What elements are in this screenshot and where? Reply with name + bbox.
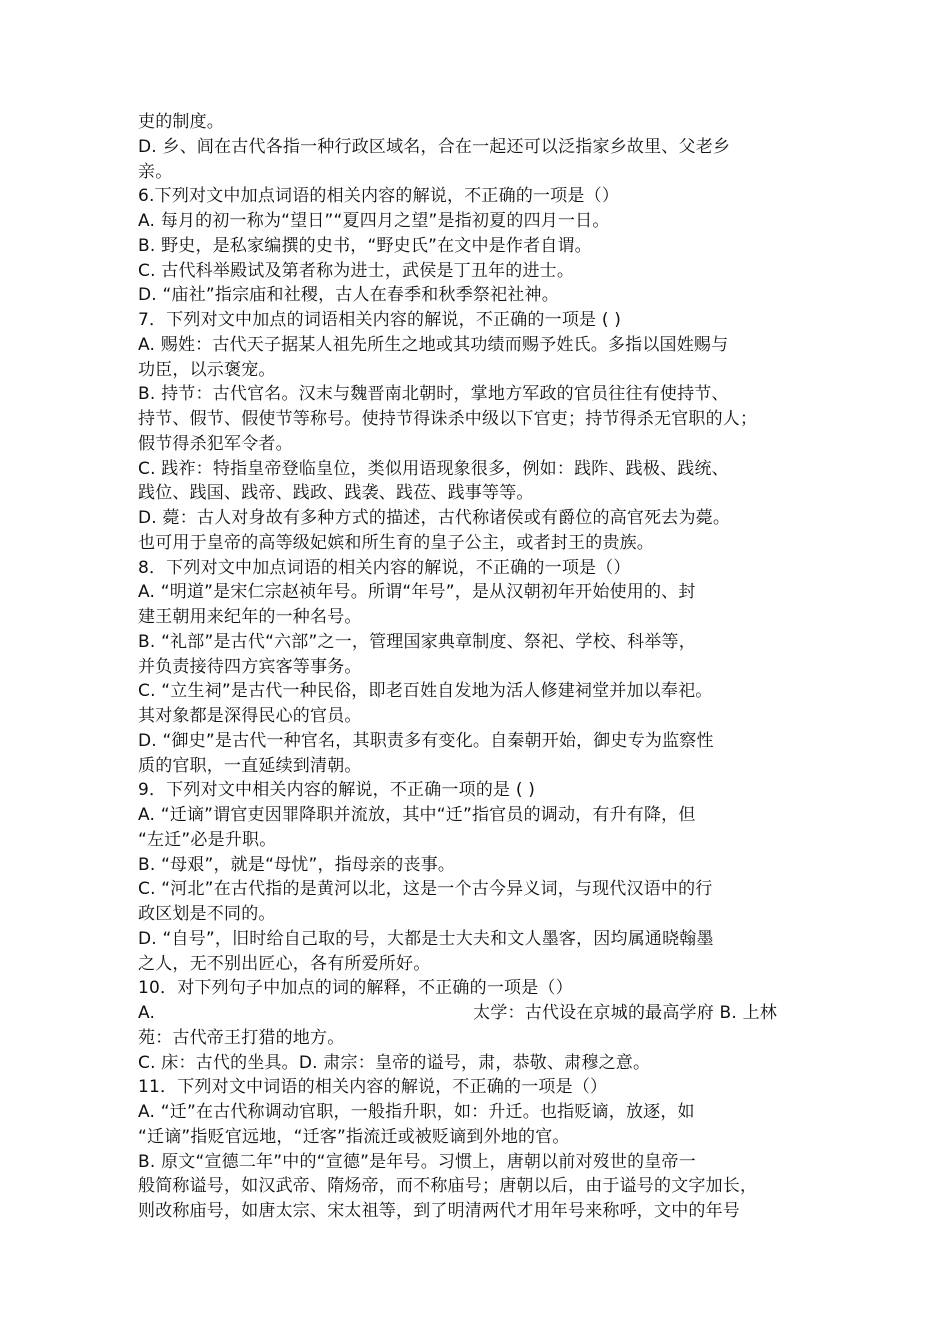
text-line: 持节、假节、假使节等称号。使持节得诛杀中级以下官吏；持节得杀无官职的人； <box>138 409 758 429</box>
option-d: D. “庙社”指宗庙和社稷，古人在春季和秋季祭祀社神。 <box>138 285 559 306</box>
option-c-d: C. 床：古代的坐具。D. 肃宗：皇帝的谥号，肃，恭敬、肃穆之意。 <box>138 1052 651 1073</box>
option-d: D. “御史”是古代一种官名，其职责多有变化。自秦朝开始，御史专为监察性 <box>138 730 714 751</box>
option-b: B. “礼部”是古代“六部”之一，管理国家典章制度、祭祀、学校、科举等， <box>138 631 696 652</box>
text-line: 亲。 <box>138 161 173 182</box>
option-d: D. “自号”，旧时给自己取的号，大都是士大夫和文人墨客，因均属通晓翰墨 <box>138 928 714 949</box>
question-6: 6.下列对文中加点词语的相关内容的解说，不正确的一项是（） <box>138 186 620 207</box>
text-line: 功臣，以示褒宠。 <box>138 359 276 380</box>
option-c: C. “立生祠”是古代一种民俗，即老百姓自发地为活人修建祠堂并加以奉祀。 <box>138 681 713 702</box>
option-b: B. 原文“宣德二年”中的“宣德”是年号。习惯上，唐朝以前对歿世的皇帝一 <box>138 1151 696 1172</box>
option-d: D. 薨：古人对身故有多种方式的描述，古代称诸侯或有爵位的高官死去为薨。 <box>138 508 731 528</box>
question-10: 10．对下列句子中加点的词的解释，不正确的一项是（） <box>138 978 573 999</box>
option-a: A. 每月的初一称为“望日”“夏四月之望”是指初夏的四月一日。 <box>138 211 610 231</box>
text-line: 假节得杀犯军令者。 <box>138 433 293 454</box>
document-page <box>138 110 814 1224</box>
option-b: B. 野史，是私家编撰的史书，“野史氏”在文中是作者自谓。 <box>138 235 592 256</box>
option-a: A. 赐姓：古代天子据某人祖先所生之地或其功绩而赐予姓氏。多指以国姓赐与 <box>138 334 729 355</box>
option-a: A. “迁谪”谓官吏因罪降职并流放，其中“迁”指官员的调动，有升有降，但 <box>138 805 696 825</box>
option-b: B. “母艰”，就是“母忧”，指母亲的丧事。 <box>138 854 456 875</box>
text-line: 也可用于皇帝的高等级妃嫔和所生育的皇子公主，或者封王的贵族。 <box>138 532 654 553</box>
text-line: 苑：古代帝王打猎的地方。 <box>138 1027 345 1048</box>
option-c: C. “河北”在古代指的是黄河以北，这是一个古今异义词，与现代汉语中的行 <box>138 879 713 900</box>
text-line: 政区划是不同的。 <box>138 904 276 924</box>
text-line: 般简称谥号，如汉武帝、隋炀帝，而不称庙号；唐朝以后，由于谥号的文字加长， <box>138 1176 758 1197</box>
text-line: “左迁”必是升职。 <box>138 829 277 850</box>
question-10-options-line <box>138 1001 814 1026</box>
text-line: “迁谪”指贬官远地，“迁客”指流迁或被贬谪到外地的官。 <box>138 1126 570 1147</box>
text-line: 吏的制度。 <box>138 112 224 132</box>
text-line: 其对象都是深得民心的官员。 <box>138 706 362 726</box>
question-11: 11．下列对文中词语的相关内容的解说，不正确的一项是（） <box>138 1077 608 1098</box>
option-c: C. 践祚：特指皇帝登临皇位，类似用语现象很多，例如：践阼、践极、践统、 <box>138 458 729 479</box>
question-7: 7．下列对文中加点的词语相关内容的解说，不正确的一项是 ( ) <box>138 310 622 330</box>
option-c: C. 古代科举殿试及第者称为进士，武侯是丁丑年的进士。 <box>138 260 575 281</box>
option-a: A. “迁”在古代称调动官职，一般指升职，如：升迁。也指贬谪，放逐，如 <box>138 1102 695 1122</box>
option-a-marker: A. <box>138 1003 156 1023</box>
text-line: 质的官职，一直延续到清朝。 <box>138 755 362 776</box>
option-a-b-text: 太学：古代设在京城的最高学府 B. 上林 <box>473 1003 778 1023</box>
option-a: A. “明道”是宋仁宗赵祯年号。所谓“年号”，是从汉朝初年开始使用的、封 <box>138 582 696 603</box>
text-line: 践位、践国、践帝、践政、践袭、践莅、践事等等。 <box>138 483 534 504</box>
text-line: 建王朝用来纪年的一种名号。 <box>138 607 362 627</box>
text-line: 之人，无不别出匠心，各有所爱所好。 <box>138 953 431 974</box>
text-line: D. 乡、闾在古代各指一种行政区域名，合在一起还可以泛指家乡故里、父老乡 <box>138 136 731 157</box>
question-8: 8．下列对文中加点词语的相关内容的解说，不正确的一项是（） <box>138 557 631 578</box>
text-line: 并负责接待四方宾客等事务。 <box>138 656 362 677</box>
text-line: 则改称庙号，如唐太宗、宋太祖等，到了明清两代才用年号来称呼，文中的年号 <box>138 1201 740 1221</box>
option-b: B. 持节：古代官名。汉末与魏晋南北朝时，掌地方军政的官员往往有使持节、 <box>138 384 729 405</box>
question-9: 9．下列对文中相关内容的解说，不正确一项的是 ( ) <box>138 780 536 801</box>
